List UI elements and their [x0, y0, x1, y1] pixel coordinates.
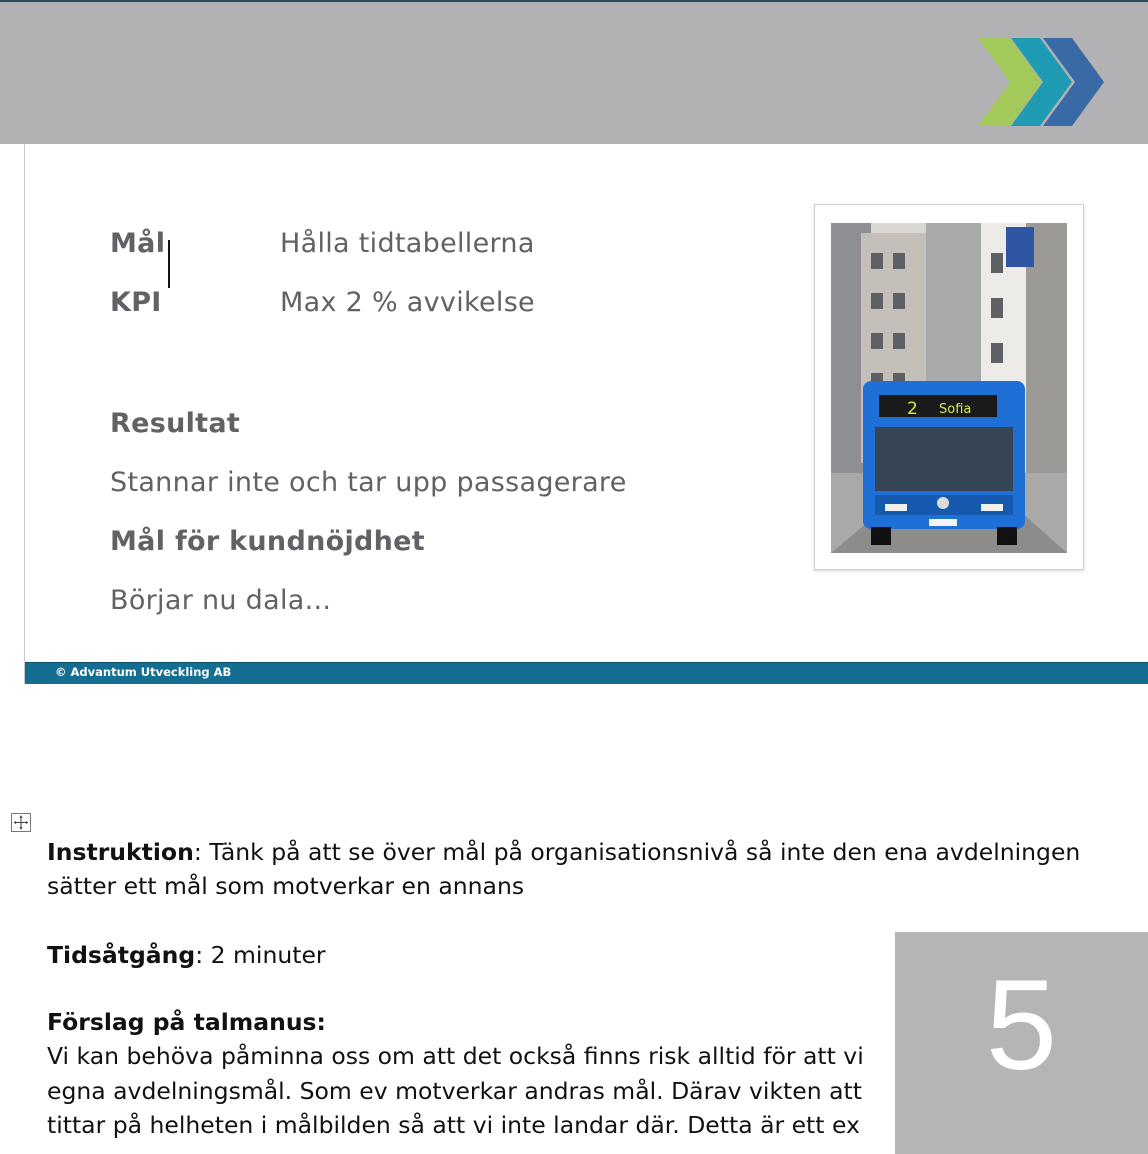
copyright-text: © Advantum Utveckling AB [55, 665, 232, 679]
result-text: Stannar inte och tar upp passagerare [110, 467, 627, 498]
goal-label: Mål [110, 228, 166, 259]
slide-left-edge [24, 144, 25, 684]
chevron-logo-icon [968, 30, 1118, 140]
time-line: Tidsåtgång: 2 minuter [47, 941, 326, 969]
script-label: Förslag på talmanus: [47, 1008, 326, 1036]
satisfaction-heading: Mål för kundnöjdhet [110, 526, 425, 557]
satisfaction-text: Börjar nu dala... [110, 585, 332, 616]
bus-sign-number: 2 [907, 399, 918, 419]
bus-sign-destination: Sofia [939, 402, 972, 417]
page-number: 5 [985, 954, 1058, 1097]
script-line-2: egna avdelningsmål. Som ev motverkar andras mål. Därav vikten att [47, 1077, 862, 1105]
time-value: 2 minuter [210, 941, 326, 969]
instruction-line-1: Instruktion: Tänk på att se över mål på organisationsnivå så inte den ena avdelningen [47, 838, 1081, 866]
page-number-box [895, 932, 1148, 1154]
slide-footer [25, 662, 1148, 684]
move-handle-icon[interactable] [11, 813, 31, 832]
instruction-label: Instruktion [47, 838, 194, 866]
goal-value: Hålla tidtabellerna [280, 228, 535, 259]
instruction-text: Tänk på att se över mål på organisationsnivå så inte den ena avdelningen [209, 838, 1081, 866]
instruction-line-2: sätter ett mål som motverkar en annans [47, 872, 525, 900]
text-cursor [168, 240, 170, 288]
kpi-value: Max 2 % avvikelse [280, 287, 535, 318]
script-line-1: Vi kan behöva påminna oss om att det också finns risk alltid för att vi [47, 1042, 864, 1070]
result-heading: Resultat [110, 408, 241, 439]
bus-photo-frame [814, 204, 1084, 570]
bus-photo [831, 223, 1067, 553]
time-label: Tidsåtgång [47, 941, 196, 969]
script-line-3: tittar på helheten i målbilden så att vi inte landar där. Detta är ett ex [47, 1111, 860, 1139]
kpi-label: KPI [110, 287, 162, 318]
